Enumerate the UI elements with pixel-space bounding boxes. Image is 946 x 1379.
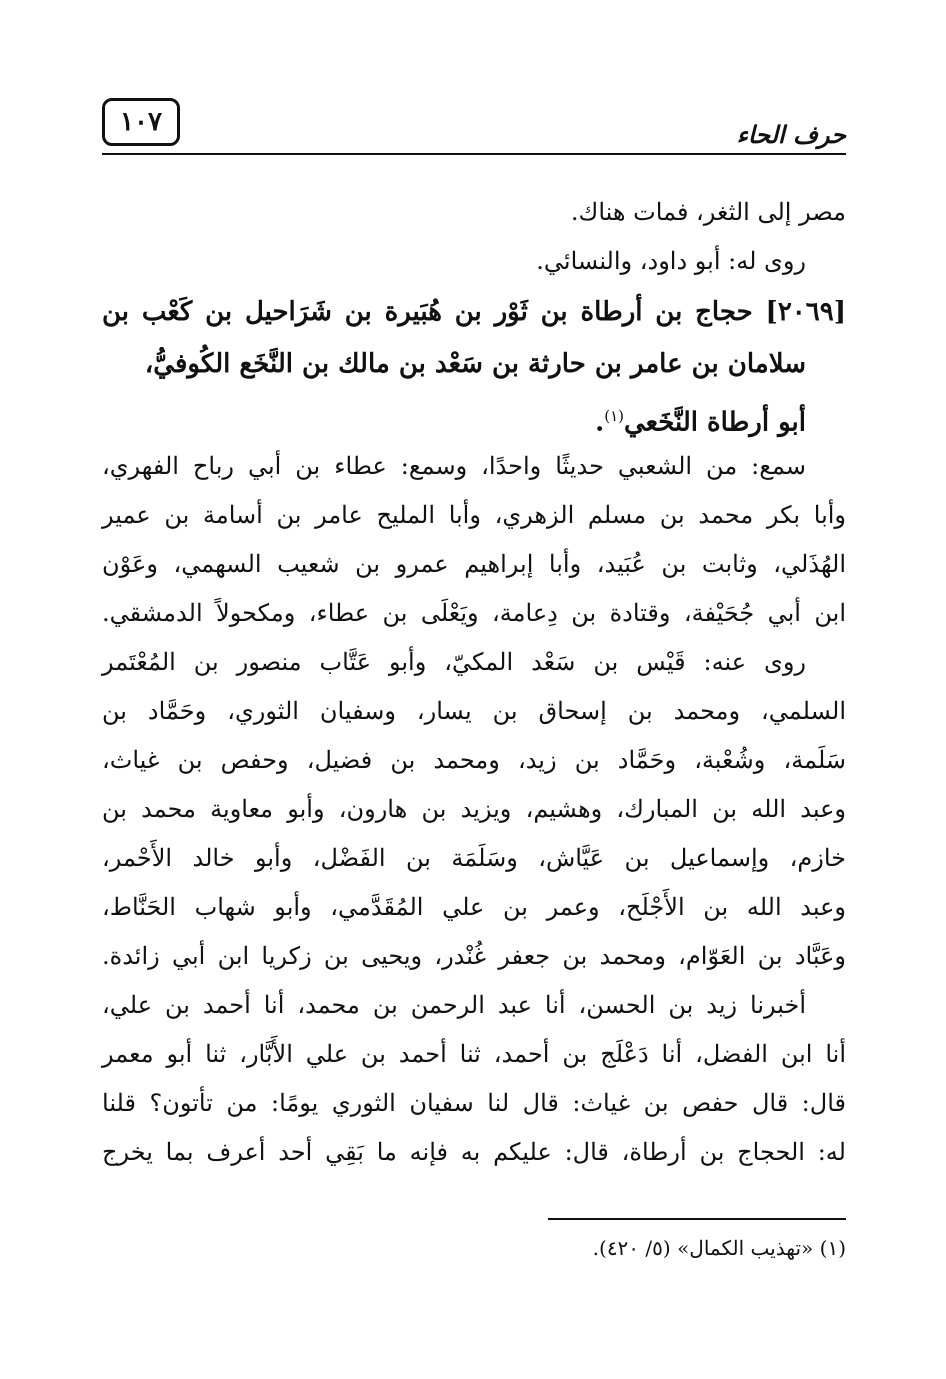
entry-heading-line: سلامان بن عامر بن حارثة بن سَعْد بن مالك بن النَّخَع الكُوفيُّ، — [144, 349, 806, 379]
paragraph-heard-from — [102, 442, 846, 638]
header-rule — [102, 153, 846, 155]
footnote-marker: (١) — [604, 407, 624, 425]
text-line: خازم، وإسماعيل بن عَيَّاش، وسَلَمَة بن الفَضْل، وأبو خالد الأَحْمر، — [102, 844, 846, 872]
text-line: وعبد الله بن الأَجْلَح، وعمر بن علي المُقَدَّمي، وأبو شهاب الحَنَّاط، — [102, 893, 846, 921]
text-line: وعبد الله بن المبارك، وهشيم، ويزيد بن هارون، وأبو معاوية محمد بن — [102, 795, 846, 823]
entry-heading — [102, 286, 846, 442]
running-head: حرف الحاء — [736, 120, 846, 149]
text-line: أخبرنا زيد بن الحسن، أنا عبد الرحمن بن محمد، أنا أحمد بن علي، — [102, 991, 806, 1019]
footnote: (١) «تهذيب الكمال» (٥/ ٤٢٠). — [592, 1236, 846, 1260]
entry-heading-text: أبو أرطاة النَّخَعي — [624, 407, 806, 438]
footnote-rule — [548, 1218, 846, 1220]
heading-period: . — [595, 407, 605, 438]
paragraph-narrators — [102, 638, 846, 981]
text-line: وعَبَّاد بن العَوّام، ومحمد بن جعفر غُنْدر، ويحيى بن زكريا ابن أبي زائدة. — [102, 942, 846, 970]
page-number: ١٠٧ — [102, 98, 180, 146]
page-header — [102, 98, 846, 156]
text-line: وأبا بكر محمد بن مسلم الزهري، وأبا المليح عامر بن أسامة بن عمير — [102, 501, 846, 529]
entry-heading-line — [102, 390, 846, 442]
text-line: قال: قال حفص بن غياث: قال لنا سفيان الثوري يومًا: من تأتون؟ قلنا — [102, 1089, 846, 1117]
intro-line: روى له: أبو داود، والنسائي. — [536, 247, 806, 275]
text-line: السلمي، ومحمد بن إسحاق بن يسار، وسفيان الثوري، وحَمَّاد بن — [102, 697, 846, 725]
text-line: سمع: من الشعبي حديثًا واحدًا، وسمع: عطاء بن أبي رباح الفهري، — [102, 452, 806, 480]
page-body — [102, 188, 846, 1177]
text-line: ابن أبي جُحَيْفة، وقتادة بن دِعامة، ويَعْلَى بن عطاء، ومكحولاً الدمشقي. — [102, 599, 846, 627]
text-line: له: الحجاج بن أرطاة، قال: عليكم به فإنه ما بَقِي أحد أعرف بما يخرج — [102, 1138, 846, 1166]
text-line: أنا ابن الفضل، أنا دَعْلَج بن أحمد، ثنا أحمد بن علي الأَبَّار، ثنا أبو معمر — [102, 1040, 846, 1068]
text-line: روى عنه: قَيْس بن سَعْد المكيّ، وأبو عَتَّاب منصور بن المُعْتَمر — [102, 648, 806, 676]
paragraph-chain — [102, 981, 846, 1177]
entry-heading-line: [٢٠٦٩] حجاج بن أرطاة بن ثَوْر بن هُبَيرة بن شَرَاحيل بن كَعْب بن — [102, 297, 846, 327]
text-line: سَلَمة، وشُعْبة، وحَمَّاد بن زيد، ومحمد بن فضيل، وحفص بن غياث، — [102, 746, 846, 774]
intro-line: مصر إلى الثغر، فمات هناك. — [570, 198, 846, 226]
text-line: الهُذَلي، وثابت بن عُبَيد، وأبا إبراهيم عمرو بن شعيب السهمي، وعَوْن — [102, 550, 846, 578]
